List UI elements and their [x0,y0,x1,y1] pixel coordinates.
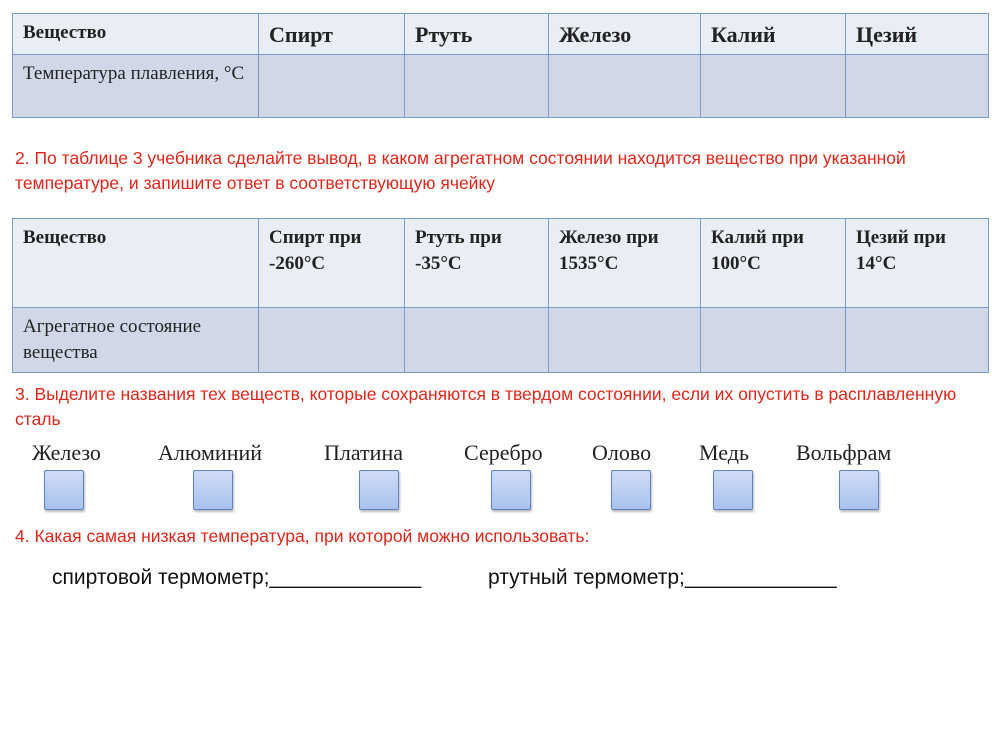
header-cell: Железо [549,14,701,55]
checkbox-olovo[interactable] [611,470,651,510]
metal-label: Медь [699,440,749,465]
header-cell: Калий [701,14,846,55]
answer-cell[interactable] [405,308,549,373]
metal-label: Железо [32,440,101,465]
checkbox-serebro[interactable] [491,470,531,510]
answer-cell[interactable] [846,55,989,118]
metal-label: Вольфрам [796,440,892,465]
answer-cell[interactable] [405,55,549,118]
header-cell: Вещество [13,219,259,308]
state-table [12,218,989,373]
header-cell: Ртуть [405,14,549,55]
header-cell: Вещество [13,14,259,55]
checkbox-zhelezo[interactable] [44,470,84,510]
answer-cell[interactable] [701,308,846,373]
header-cell: Железо при 1535°C [549,219,701,308]
metal-label: Олово [592,440,652,465]
answer-cell[interactable] [259,55,405,118]
answer-cell[interactable] [259,308,405,373]
header-cell: Цезий при 14°C [846,219,989,308]
row-label: Агрегатное состояние вещества [13,308,259,373]
answer-cell[interactable] [549,308,701,373]
task3-text: 3. Выделите названия тех веществ, которые сохраняются в твердом состоянии, если их опустить в расплавленную сталь [15,384,957,429]
metal-label: Алюминий [158,440,263,465]
header-cell: Ртуть при -35°C [405,219,549,308]
checkbox-volfram[interactable] [839,470,879,510]
checkbox-alyuminiy[interactable] [193,470,233,510]
mercury-thermometer-answer[interactable]: ртутный термометр;_____________ [488,566,837,589]
alcohol-thermometer-answer[interactable]: спиртовой термометр;_____________ [52,566,422,589]
checkbox-platina[interactable] [359,470,399,510]
header-cell: Цезий [846,14,989,55]
metal-label: Платина [324,440,403,465]
row-label: Температура плавления, °C [13,55,259,118]
metals-image [24,436,934,498]
header-cell: Спирт [259,14,405,55]
header-cell: Калий при 100°C [701,219,846,308]
answer-cell[interactable] [549,55,701,118]
answer-cell[interactable] [701,55,846,118]
metal-label: Серебро [464,440,543,465]
answer-cell[interactable] [846,308,989,373]
task2-text: 2. По таблице 3 учебника сделайте вывод, в каком агрегатном состоянии находится вещество при указанной температуре, и запишите ответ в соответствующую ячейку [15,148,906,193]
melting-table [12,13,989,118]
header-cell: Спирт при -260°C [259,219,405,308]
task4-text: 4. Какая самая низкая температура, при которой можно использовать: [15,526,590,546]
checkbox-med[interactable] [713,470,753,510]
